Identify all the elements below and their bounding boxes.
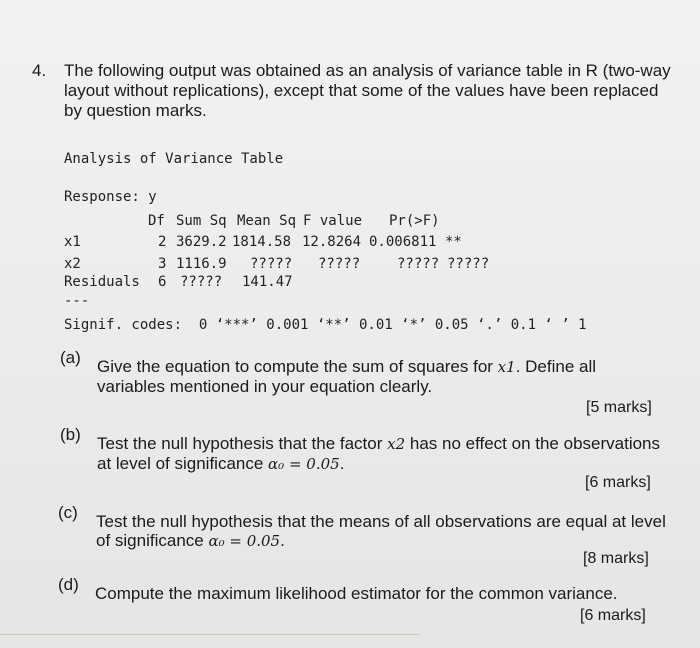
separator: --- [64,293,90,309]
header-pr: Pr(>F) [389,213,440,229]
header-df: Df [148,213,165,229]
row-sig: ????? [447,256,490,272]
part-b-text-after: has no effect on the observations at level of significance [97,434,660,473]
anova-response: Response: y [64,189,157,205]
row-df: 6 [158,274,167,290]
part-b-label: (b) [60,425,81,444]
row-pr: ????? [397,256,440,272]
row-fvalue: ????? [318,256,361,272]
signif-codes: Signif. codes: 0 ‘***’ 0.001 ‘**’ 0.01 ‘*’ 0.05 ‘.’ 0.1 ‘ ’ 1 [64,317,587,333]
header-fvalue: F value [303,213,363,229]
row-sumsq: ????? [180,274,223,290]
question-number: 4. [32,61,47,80]
bottom-divider [0,634,420,635]
row-name: x2 [64,256,81,272]
row-pr: 0.006811 [369,234,437,250]
part-b-math2: α₀ = 0.05 [268,455,340,473]
row-sumsq: 3629.2 [176,234,227,250]
row-meansq: ????? [250,256,293,272]
part-c-math: α₀ = 0.05 [208,532,281,550]
part-b-text [97,434,662,474]
part-d-label: (d) [58,575,79,594]
part-d-text: Compute the maximum likelihood estimator for the common variance. [95,584,618,603]
row-name: x1 [64,234,81,250]
header-meansq: Mean Sq [237,213,297,229]
part-b-text-end: . [339,454,345,473]
row-df: 2 [158,234,167,250]
part-c-label: (c) [58,503,78,522]
row-name: Residuals [64,274,140,290]
part-c-text-before: Test the null hypothesis that the means of all observations are equal at level of significance [96,512,666,550]
part-d-marks: [6 marks] [580,607,646,624]
part-a-text-before: Give the equation to compute the sum of squares for [97,357,498,376]
part-a-text-after: . Define all variables mentioned in your equation clearly. [97,357,597,396]
part-b-math: x2 [387,435,406,453]
row-meansq: 141.47 [242,274,293,290]
header-sumsq: Sum Sq [176,213,227,229]
row-fvalue: 12.8264 [302,234,362,250]
part-a-math: x1 [497,358,516,376]
row-df: 3 [158,256,167,272]
part-c-marks: [8 marks] [583,550,649,567]
part-c-text [96,512,666,551]
part-a-text [97,357,617,396]
part-b-text-before: Test the null hypothesis that the factor [97,434,388,453]
question-intro: The following output was obtained as an analysis of variance table in R (two-way layout without replications), except that some of the values have been replaced by question marks. [64,61,671,120]
row-sumsq: 1116.9 [176,256,227,272]
part-b-marks: [6 marks] [585,474,651,491]
anova-title: Analysis of Variance Table [64,151,284,167]
part-c-text-after: . [280,531,285,550]
part-a-label: (a) [60,348,81,367]
row-sig: ** [445,234,462,250]
part-a-marks: [5 marks] [586,399,652,416]
row-meansq: 1814.58 [232,234,292,250]
